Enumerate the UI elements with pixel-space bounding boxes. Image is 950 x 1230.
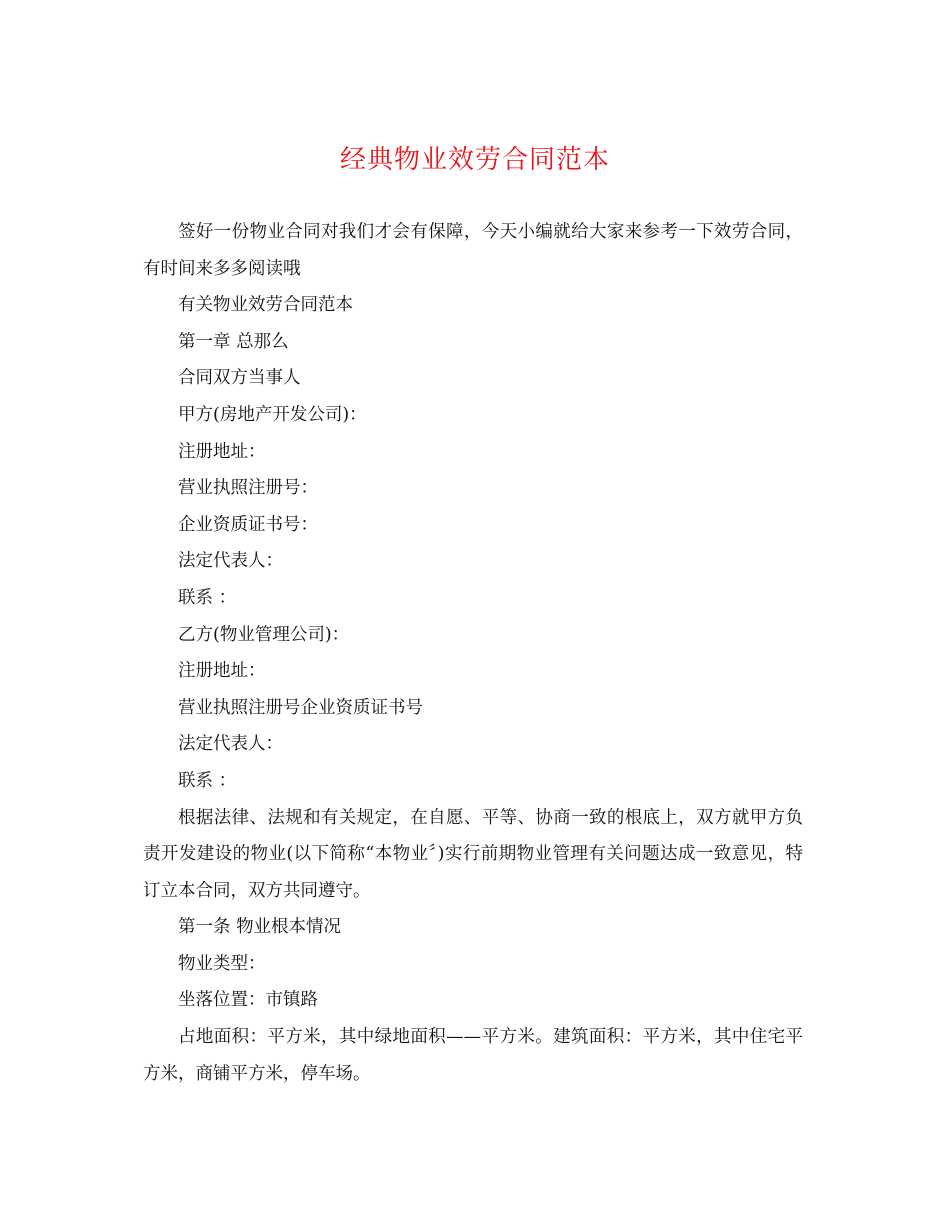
agreement-paragraph: 根据法律、法规和有关规定，在自愿、平等、协商一致的根底上，双方就甲方负责开发建设的物业(以下简称“本物业〞)实行前期物业管理有关问题达成一致意见，特订立本合同，双方共同遵守。 — [143, 807, 803, 901]
property-location: 坐落位置：市镇路 — [178, 990, 318, 1011]
contract-heading: 有关物业效劳合同范本 — [178, 295, 353, 316]
party-a-qualification: 企业资质证书号： — [178, 514, 318, 535]
intro-paragraph: 签好一份物业合同对我们才会有保障，今天小编就给大家来参考一下效劳合同，有时间来多多阅读哦 — [143, 222, 803, 279]
property-type: 物业类型： — [178, 953, 266, 974]
document-title: 经典物业效劳合同范本 — [339, 145, 610, 175]
party-a-label: 甲方(房地产开发公司)： — [178, 404, 367, 425]
party-b-representative: 法定代表人： — [178, 734, 283, 755]
party-b-license: 营业执照注册号企业资质证书号 — [178, 697, 423, 718]
party-a-license: 营业执照注册号： — [178, 478, 318, 499]
party-b-label: 乙方(物业管理公司)： — [178, 624, 350, 645]
party-a-representative: 法定代表人： — [178, 551, 283, 572]
document-body — [143, 214, 803, 1092]
party-a-contact: 联系 ： — [178, 587, 237, 608]
party-b-contact: 联系 ： — [178, 770, 237, 791]
party-a-address: 注册地址： — [178, 441, 266, 462]
article-one-heading: 第一条 物业根本情况 — [178, 917, 342, 938]
property-area: 占地面积：平方米，其中绿地面积——平方米。建筑面积：平方米，其中住宅平方米，商铺平方米，停车场。 — [143, 1027, 803, 1084]
parties-heading: 合同双方当事人 — [178, 368, 301, 389]
party-b-address: 注册地址： — [178, 661, 266, 682]
chapter-heading: 第一章 总那么 — [178, 331, 289, 352]
